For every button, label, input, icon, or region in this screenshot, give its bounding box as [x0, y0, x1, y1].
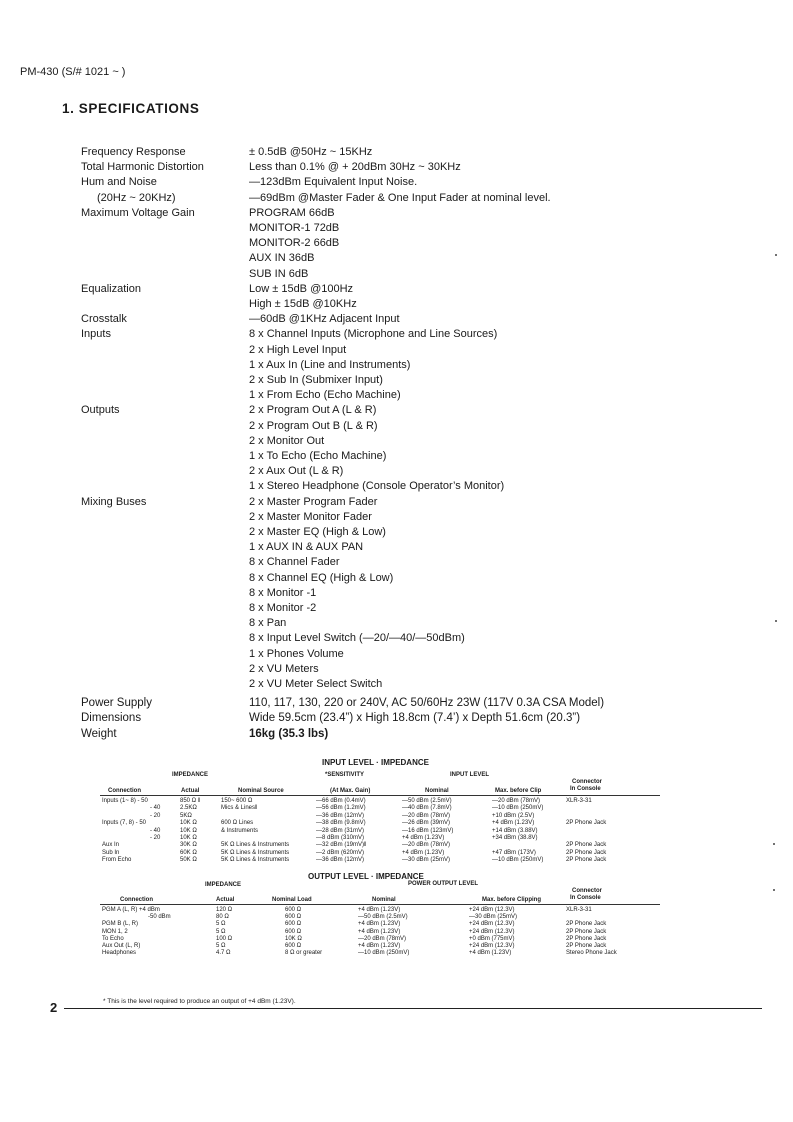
table-row: [100, 820, 660, 827]
input-col-actual: Actual: [181, 788, 200, 794]
spec-row: [81, 420, 761, 435]
input-col-connector: Connector: [572, 779, 602, 785]
spec-row: [81, 298, 761, 313]
output-group-impedance: IMPEDANCE: [205, 882, 242, 888]
table-cell: +4 dBm (1.23V): [358, 943, 401, 949]
output-col-actual: Actual: [216, 897, 235, 903]
input-col-max-before-clip: Max. before Clip: [495, 788, 542, 794]
table-cell: —2 dBm (620mV): [316, 849, 365, 856]
table-cell: 2P Phone Jack: [566, 928, 607, 935]
spec-label: (20Hz ~ 20KHz): [97, 191, 176, 204]
table-cell: —20 dBm (78mV): [358, 935, 407, 942]
input-col-at-max-gain: (At Max. Gain): [330, 788, 371, 794]
output-col-connector: Connector: [572, 888, 602, 894]
table-cell: 2.5KΩ: [180, 805, 197, 812]
table-cell: +24 dBm (12.3V): [469, 943, 515, 949]
spec-row: [81, 374, 761, 389]
table-cell: 600 Ω: [285, 921, 302, 928]
scan-speck: [773, 843, 775, 845]
spec-row: [81, 465, 761, 480]
spec-value: 8 x Input Level Switch (—20/—40/—50dBm): [249, 632, 465, 645]
spec-row: [81, 344, 761, 359]
spec-value: 2 x Aux Out (L & R): [249, 465, 344, 478]
output-col-nominal-load: Nominal Load: [272, 897, 312, 903]
table-cell: 2P Phone Jack: [566, 857, 607, 864]
spec-row: [81, 161, 761, 176]
table-cell: 5K Ω Lines & Instruments: [221, 842, 290, 849]
table-cell: 5 Ω: [216, 921, 226, 928]
spec-row: [81, 435, 761, 450]
table-cell: +4 dBm (1.23V): [402, 835, 445, 841]
spec-label: Outputs: [81, 404, 120, 417]
spec-value: 2 x Master EQ (High & Low): [249, 526, 386, 538]
spec-value: Wide 59.5cm (23.4”) x High 18.8cm (7.4’) x Depth 51.6cm (20.3”): [249, 712, 581, 725]
table-cell: —30 dBm (25mV): [469, 914, 518, 921]
table-cell: 2P Phone Jack: [566, 842, 607, 849]
table-cell: - 20: [150, 835, 161, 841]
table-cell: PGM B (L, R): [102, 921, 139, 928]
spec-row: [81, 283, 761, 298]
spec-value: 8 x Monitor -2: [249, 602, 317, 614]
spec-value: 1 x Aux In (Line and Instruments): [249, 358, 411, 371]
input-group-sensitivity: *SENSITIVITY: [325, 772, 365, 778]
table-cell: 850 Ω ‖: [180, 798, 201, 804]
table-cell: 8 Ω or greater: [285, 950, 323, 957]
table-cell: —26 dBm (39mV): [402, 820, 451, 827]
input-col-connection: Connection: [108, 788, 141, 794]
table-cell: 2P Phone Jack: [566, 921, 607, 928]
table-cell: Mics & Lines‖: [221, 805, 258, 812]
spec-value: 1 x From Echo (Echo Machine): [249, 389, 401, 402]
table-cell: —16 dBm (123mV): [402, 827, 454, 834]
table-cell: 600 Ω: [285, 907, 302, 913]
output-col-connector-2: In Console: [570, 895, 601, 901]
table-row: [100, 907, 660, 914]
spec-value: —123dBm Equivalent Input Noise.: [249, 176, 418, 189]
table-cell: +24 dBm (12.3V): [469, 921, 515, 928]
spec-value: 2 x Monitor Out: [249, 434, 325, 447]
table-cell: —50 dBm (2.5mV): [358, 914, 408, 921]
table-cell: —20 dBm (78mV): [402, 842, 451, 849]
table-cell: —36 dBm (12mV): [316, 857, 365, 864]
table-cell: 2P Phone Jack: [566, 935, 607, 942]
spec-label: Total Harmonic Distortion: [81, 161, 204, 174]
table-cell: Headphones: [102, 950, 137, 957]
table-cell: 10K Ω: [180, 835, 197, 841]
spec-value: 8 x Pan: [249, 617, 287, 630]
spec-row: [81, 450, 761, 465]
spec-row: [81, 587, 761, 602]
table-cell: 4.7 Ω: [216, 950, 231, 957]
spec-value: Low ± 15dB @100Hz: [249, 282, 354, 295]
spec-row: [81, 207, 761, 222]
spec-value: 8 x Channel EQ (High & Low): [249, 571, 394, 584]
table-cell: 120 Ω: [216, 907, 233, 913]
table-row: [100, 813, 660, 820]
table-cell: Inputs (7, 8) - 50: [102, 820, 147, 827]
table-cell: +4 dBm (1.23V): [358, 928, 401, 935]
spec-label: Weight: [81, 727, 117, 740]
table-cell: 600 Ω: [285, 928, 302, 935]
page-number: 2: [50, 1000, 58, 1015]
input-col-connector-2: In Console: [570, 786, 601, 792]
table-cell: 30K Ω: [180, 842, 197, 849]
spec-row: [81, 712, 761, 727]
table-cell: +4 dBm (1.23V): [469, 950, 512, 957]
table-cell: Aux Out (L, R): [102, 943, 141, 949]
spec-label: Power Supply: [81, 697, 152, 710]
table-cell: XLR-3-31: [566, 798, 592, 804]
spec-row: [81, 526, 761, 541]
table-cell: —50 dBm (2.5mV): [402, 798, 452, 804]
table-cell: - 20: [150, 812, 161, 819]
spec-row: [81, 572, 761, 587]
table-cell: 5K Ω Lines & Instruments: [221, 849, 290, 856]
spec-label: Dimensions: [81, 712, 142, 725]
output-col-nominal: Nominal: [372, 897, 396, 903]
spec-row: [81, 313, 761, 328]
table-cell: +4 dBm (1.23V): [358, 921, 401, 928]
output-group-power: POWER OUTPUT LEVEL: [408, 881, 479, 887]
table-cell: —40 dBm (7.8mV): [402, 805, 452, 812]
input-table-title: INPUT LEVEL · IMPEDANCE: [322, 758, 429, 767]
spec-row: [81, 480, 761, 495]
spec-value: 8 x Channel Fader: [249, 556, 340, 569]
table-cell: +4 dBm (1.23V): [358, 907, 401, 913]
table-row: [100, 828, 660, 835]
output-header-rule: [100, 904, 660, 905]
table-cell: Stereo Phone Jack: [566, 950, 617, 957]
table-cell: To Echo: [102, 935, 124, 942]
table-cell: +0 dBm (775mV): [469, 935, 515, 942]
scan-speck: [773, 889, 775, 891]
table-cell: 10K Ω: [285, 935, 302, 942]
table-cell: —8 dBm (310mV): [316, 835, 365, 841]
spec-value: 110, 117, 130, 220 or 240V, AC 50/60Hz 23W (117V 0.3A CSA Model): [249, 697, 605, 710]
table-row: [100, 857, 660, 864]
spec-value: 1 x To Echo (Echo Machine): [249, 450, 387, 462]
table-cell: PGM A (L, R) +4 dBm: [102, 907, 160, 913]
table-cell: —10 dBm (250mV): [492, 805, 544, 812]
table-cell: +10 dBm (2.5V): [492, 812, 535, 819]
spec-value: PROGRAM 66dB: [249, 206, 335, 219]
table-cell: -50 dBm: [148, 914, 171, 921]
table-cell: & Instruments: [221, 827, 259, 834]
table-cell: Sub In: [102, 849, 120, 856]
spec-row: [81, 252, 761, 267]
output-col-max-before-clipping: Max. before Clipping: [482, 897, 542, 903]
spec-row: [81, 632, 761, 647]
spec-value: High ± 15dB @10KHz: [249, 298, 357, 310]
spec-value: AUX IN 36dB: [249, 252, 315, 265]
table-cell: —10 dBm (250mV): [492, 857, 544, 864]
spec-row: [81, 237, 761, 252]
spec-value: MONITOR-2 66dB: [249, 237, 340, 250]
table-cell: 5 Ω: [216, 928, 226, 935]
table-cell: XLR-3-31: [566, 907, 592, 913]
output-table-title: OUTPUT LEVEL · IMPEDANCE: [308, 872, 424, 881]
spec-row: [81, 328, 761, 343]
spec-value: 2 x VU Meter Select Switch: [249, 678, 383, 690]
scan-speck: [775, 254, 777, 256]
input-col-nominal: Nominal: [425, 788, 449, 794]
table-cell: +24 dBm (12.3V): [469, 907, 515, 913]
table-cell: —20 dBm (78mV): [492, 798, 541, 804]
table-cell: 600 Ω: [285, 914, 302, 921]
table-cell: MON 1, 2: [102, 928, 128, 935]
table-cell: 80 Ω: [216, 914, 229, 921]
table-row: [100, 929, 660, 936]
spec-row: [81, 617, 761, 632]
table-cell: 2P Phone Jack: [566, 943, 607, 949]
spec-value: 2 x Master Monitor Fader: [249, 510, 372, 523]
table-cell: 2P Phone Jack: [566, 849, 607, 856]
table-row: [100, 805, 660, 812]
input-header-rule: [100, 795, 660, 796]
table-row: [100, 914, 660, 921]
section-title: 1. SPECIFICATIONS: [62, 101, 200, 116]
table-cell: —36 dBm (12mV): [316, 812, 365, 819]
table-cell: +24 dBm (12.3V): [469, 928, 515, 935]
spec-row: [81, 728, 761, 743]
spec-value: 2 x Master Program Fader: [249, 495, 378, 508]
table-row: [100, 921, 660, 928]
footnote: * This is the level required to produce an output of +4 dBm (1.23V).: [103, 998, 296, 1005]
spec-label: Hum and Noise: [81, 176, 157, 189]
spec-value: 1 x Stereo Headphone (Console Operator’s Monitor): [249, 480, 505, 493]
table-cell: —66 dBm (0.4mV): [316, 798, 366, 804]
spec-row: [81, 511, 761, 526]
table-row: [100, 835, 660, 842]
footer-rule: [64, 1008, 762, 1009]
spec-row: [81, 268, 761, 283]
spec-value: Less than 0.1% @ + 20dBm 30Hz ~ 30KHz: [249, 161, 461, 174]
table-cell: 50K Ω: [180, 857, 197, 864]
spec-value: 8 x Monitor -1: [249, 586, 317, 599]
table-cell: 5 Ω: [216, 943, 226, 949]
spec-value: SUB IN 6dB: [249, 267, 309, 280]
table-cell: +47 dBm (173V): [492, 849, 536, 856]
spec-value: 8 x Channel Inputs (Microphone and Line Sources): [249, 328, 498, 341]
table-cell: 600 Ω Lines: [221, 820, 254, 827]
spec-row: [81, 496, 761, 511]
spec-value: 2 x Program Out A (L & R): [249, 404, 377, 417]
spec-row: [81, 697, 761, 712]
table-cell: —56 dBm (1.2mV): [316, 805, 366, 812]
spec-value: 1 x AUX IN & AUX PAN: [249, 541, 364, 554]
table-cell: —38 dBm (9.8mV): [316, 820, 366, 827]
table-row: [100, 943, 660, 950]
spec-row: [81, 663, 761, 678]
page-header-model: PM-430 (S/# 1021 ~ ): [20, 66, 126, 78]
table-cell: Inputs (1~ 8) - 50: [102, 798, 148, 804]
table-cell: +4 dBm (1.23V): [402, 849, 445, 856]
spec-value: 2 x Program Out B (L & R): [249, 419, 378, 432]
spec-row: [81, 678, 761, 693]
table-row: [100, 798, 660, 805]
spec-row: [81, 176, 761, 191]
table-cell: From Echo: [102, 857, 132, 864]
table-cell: —28 dBm (31mV): [316, 827, 365, 834]
table-cell: 150~ 600 Ω: [221, 798, 253, 804]
table-cell: 600 Ω: [285, 943, 302, 949]
table-row: [100, 842, 660, 849]
spec-label: Crosstalk: [81, 313, 127, 326]
input-col-nominal-source: Nominal Source: [238, 788, 284, 794]
table-cell: 10K Ω: [180, 820, 197, 827]
spec-value: —69dBm @Master Fader & One Input Fader at nominal level.: [249, 191, 551, 204]
spec-value: MONITOR-1 72dB: [249, 222, 340, 234]
table-cell: - 40: [150, 827, 161, 834]
table-cell: —32 dBm (19mV)‖: [316, 842, 367, 849]
table-cell: +34 dBm (38.8V): [492, 835, 538, 841]
table-cell: —10 dBm (250mV): [358, 950, 410, 957]
spec-label: Mixing Buses: [81, 495, 147, 508]
spec-row: [81, 556, 761, 571]
spec-value: 16kg (35.3 lbs): [249, 727, 329, 740]
spec-row: [81, 146, 761, 161]
spec-row: [81, 389, 761, 404]
spec-row: [81, 541, 761, 556]
spec-row: [81, 648, 761, 663]
table-cell: 5K Ω Lines & Instruments: [221, 857, 290, 864]
spec-row: [81, 192, 761, 207]
spec-label: Maximum Voltage Gain: [81, 206, 195, 219]
table-cell: 5KΩ: [180, 812, 192, 819]
table-cell: 60K Ω: [180, 849, 197, 856]
table-cell: 100 Ω: [216, 935, 233, 942]
table-row: [100, 936, 660, 943]
spec-label: Inputs: [81, 328, 111, 341]
table-cell: —30 dBm (25mV): [402, 857, 451, 864]
spec-row: [81, 404, 761, 419]
table-cell: +14 dBm (3.88V): [492, 827, 538, 834]
table-cell: —20 dBm (78mV): [402, 812, 451, 819]
spec-row: [81, 602, 761, 617]
spec-value: 2 x Sub In (Submixer Input): [249, 374, 383, 386]
spec-label: Equalization: [81, 282, 141, 295]
table-cell: - 40: [150, 805, 161, 812]
output-col-connection: Connection: [120, 897, 153, 903]
scan-speck: [775, 620, 777, 622]
table-row: [100, 850, 660, 857]
table-cell: +4 dBm (1.23V): [492, 820, 535, 827]
table-cell: 10K Ω: [180, 827, 197, 834]
table-cell: 2P Phone Jack: [566, 820, 607, 827]
spec-value: 1 x Phones Volume: [249, 647, 344, 660]
spec-value: ± 0.5dB @50Hz ~ 15KHz: [249, 146, 373, 158]
spec-value: —60dB @1KHz Adjacent Input: [249, 313, 400, 326]
input-group-impedance: IMPEDANCE: [172, 772, 209, 778]
table-cell: Aux In: [102, 842, 120, 849]
spec-label: Frequency Response: [81, 146, 186, 158]
spec-row: [81, 222, 761, 237]
spec-value: 2 x High Level Input: [249, 343, 347, 356]
spec-value: 2 x VU Meters: [249, 662, 319, 675]
table-row: [100, 950, 660, 957]
spec-row: [81, 359, 761, 374]
input-group-input-level: INPUT LEVEL: [450, 772, 490, 778]
